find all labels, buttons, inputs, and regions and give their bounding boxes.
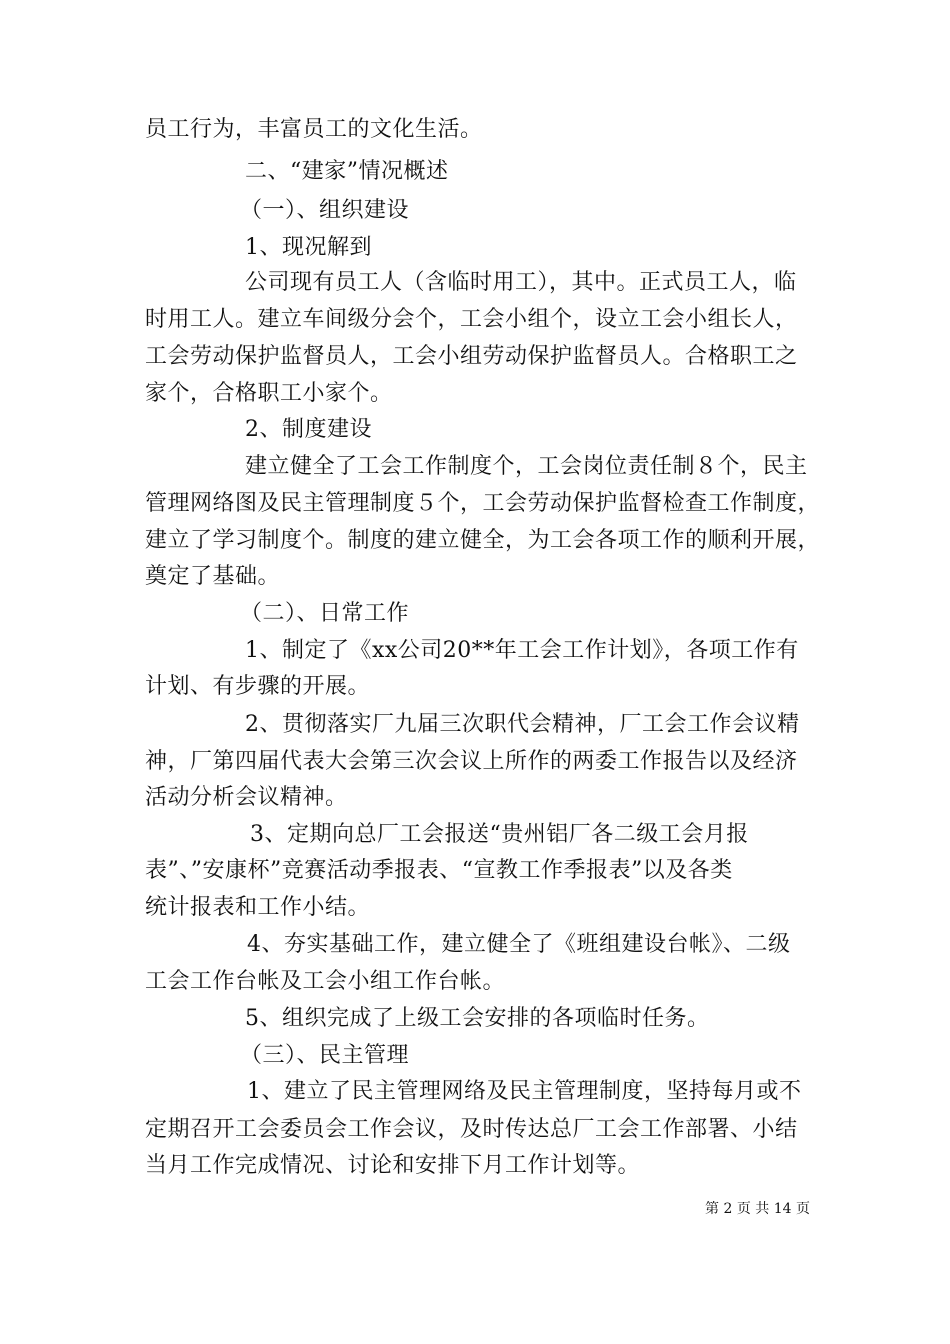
text-line-23: 4、夯实基础工作，建立健全了《班组建设台帐》、二级 [247,932,791,957]
text-line-8: 家个，合格职工小家个。 [145,381,393,406]
subsection-heading-organization: （一）、组织建设 [240,198,410,223]
item-heading-status: 1、现况解到 [245,235,372,260]
text-line-24: 工会工作台帐及工会小组工作台帐。 [145,969,506,994]
text-line-18: 神，厂第四届代表大会第三次会议上所作的两委工作报告以及经济 [145,749,798,774]
subsection-heading-democratic-management: （三）、民主管理 [240,1043,410,1068]
text-line-21: 表”、”安康杯”竞赛活动季报表、“宣教工作季报表”以及各类 [145,858,733,883]
text-line-7: 工会劳动保护监督员人，工会小组劳动保护监督员人。合格职工之 [145,344,798,369]
text-line-29: 当月工作完成情况、讨论和安排下月工作计划等。 [145,1153,641,1178]
text-line-28: 定期召开工会委员会工作会议，及时传达总厂工会工作部署、小结 [145,1117,798,1142]
text-line-19: 活动分析会议精神。 [145,785,348,810]
item-heading-system: 2、制度建设 [245,417,372,442]
text-line-5: 公司现有员工人（含临时用工），其中。正式员工人，临 [245,270,797,295]
section-heading-2: 二、“建家”情况概述 [245,159,449,184]
text-line-10: 建立健全了工会工作制度个，工会岗位责任制８个，民主 [245,454,808,479]
subsection-heading-daily-work: （二）、日常工作 [240,601,410,626]
text-line-25: 5、组织完成了上级工会安排的各项临时任务。 [245,1006,710,1031]
text-line-20: 3、定期向总厂工会报送“贵州铝厂各二级工会月报 [250,822,749,847]
text-line-17: 2、贯彻落实厂九届三次职代会精神，厂工会工作会议精 [245,712,800,737]
text-line-1: 员工行为，丰富员工的文化生活。 [145,117,483,142]
text-line-12: 建立了学习制度个。制度的建立健全，为工会各项工作的顺利开展， [145,528,821,553]
text-line-13: 奠定了基础。 [145,564,281,589]
text-line-15: 1、制定了《xx公司20**年工会工作计划》，各项工作有 [245,638,799,663]
text-line-27: 1、建立了民主管理网络及民主管理制度，坚持每月或不 [247,1079,802,1104]
text-line-11: 管理网络图及民主管理制度５个，工会劳动保护监督检查工作制度， [145,491,821,516]
text-line-6: 时用工人。建立车间级分会个，工会小组个，设立工会小组长人， [145,307,798,332]
page-number-footer: 第 2 页 共 14 页 [705,1201,810,1217]
text-line-16: 计划、有步骤的开展。 [145,674,371,699]
text-line-22: 统计报表和工作小结。 [145,895,371,920]
